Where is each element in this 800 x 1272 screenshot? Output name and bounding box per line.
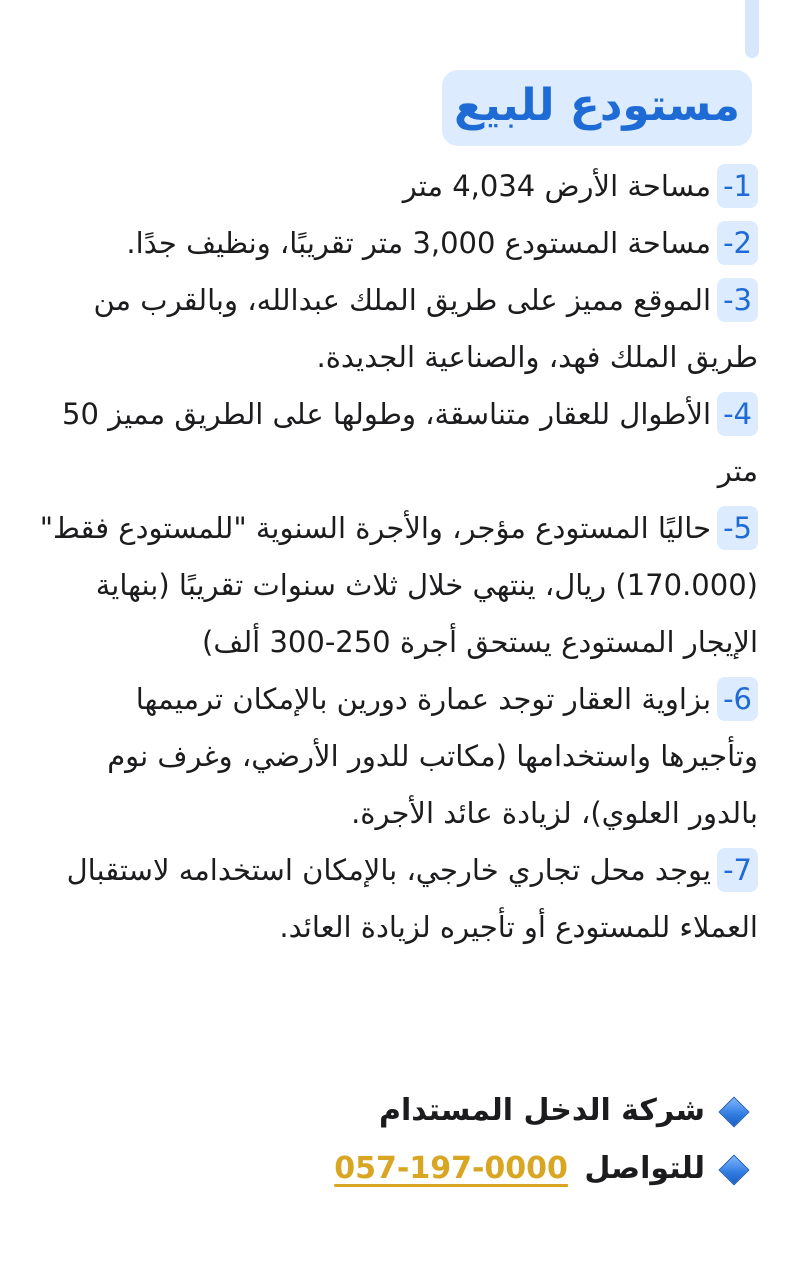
list-item bbox=[38, 272, 758, 386]
item-number: 2- bbox=[717, 221, 758, 265]
list-item bbox=[38, 842, 758, 956]
listing-title: مستودع للبيع bbox=[442, 70, 752, 146]
list-item bbox=[38, 671, 758, 842]
item-text: حاليًا المستودع مؤجر، والأجرة السنوية "للمستودع فقط" (170.000) ريال، ينتهي خلال ثلاث سنوات تقريبًا (بنهاية الإيجار المستودع يستحق أجرة 250-300 ألف) bbox=[39, 511, 758, 659]
features-list bbox=[38, 158, 758, 956]
blue-diamond-icon bbox=[718, 1154, 749, 1185]
item-number: 5- bbox=[717, 506, 758, 550]
blue-diamond-icon bbox=[718, 1096, 749, 1127]
company-line bbox=[334, 1082, 745, 1140]
item-text: مساحة المستودع 3,000 متر تقريبًا، ونظيف جدًا. bbox=[126, 226, 712, 260]
item-text: الأطوال للعقار متناسقة، وطولها على الطريق مميز 50 متر bbox=[62, 397, 758, 488]
item-text: يوجد محل تجاري خارجي، بالإمكان استخدامه لاستقبال العملاء للمستودع أو تأجيره لزيادة العائد. bbox=[66, 853, 758, 944]
item-number: 4- bbox=[717, 392, 758, 436]
list-item bbox=[38, 215, 758, 272]
item-number: 6- bbox=[717, 677, 758, 721]
contact-block bbox=[334, 1082, 745, 1198]
item-text: مساحة الأرض 4,034 متر bbox=[402, 169, 712, 203]
list-item bbox=[38, 386, 758, 500]
contact-label: للتواصل bbox=[584, 1151, 705, 1186]
list-item bbox=[38, 158, 758, 215]
phone-link[interactable]: 057-197-0000 bbox=[334, 1151, 568, 1186]
item-text: بزاوية العقار توجد عمارة دورين بالإمكان ترميمها وتأجيرها واستخدامها (مكاتب للدور الأرضي، وغرف نوم بالدور العلوي)، لزيادة عائد الأجرة. bbox=[107, 682, 758, 830]
list-item bbox=[38, 500, 758, 671]
item-number: 1- bbox=[717, 164, 758, 208]
item-number: 7- bbox=[717, 848, 758, 892]
company-name: شركة الدخل المستدام bbox=[378, 1093, 705, 1128]
item-text: الموقع مميز على طريق الملك عبدالله، وبالقرب من طريق الملك فهد، والصناعية الجديدة. bbox=[93, 283, 758, 374]
item-number: 3- bbox=[717, 278, 758, 322]
contact-line bbox=[334, 1140, 745, 1198]
